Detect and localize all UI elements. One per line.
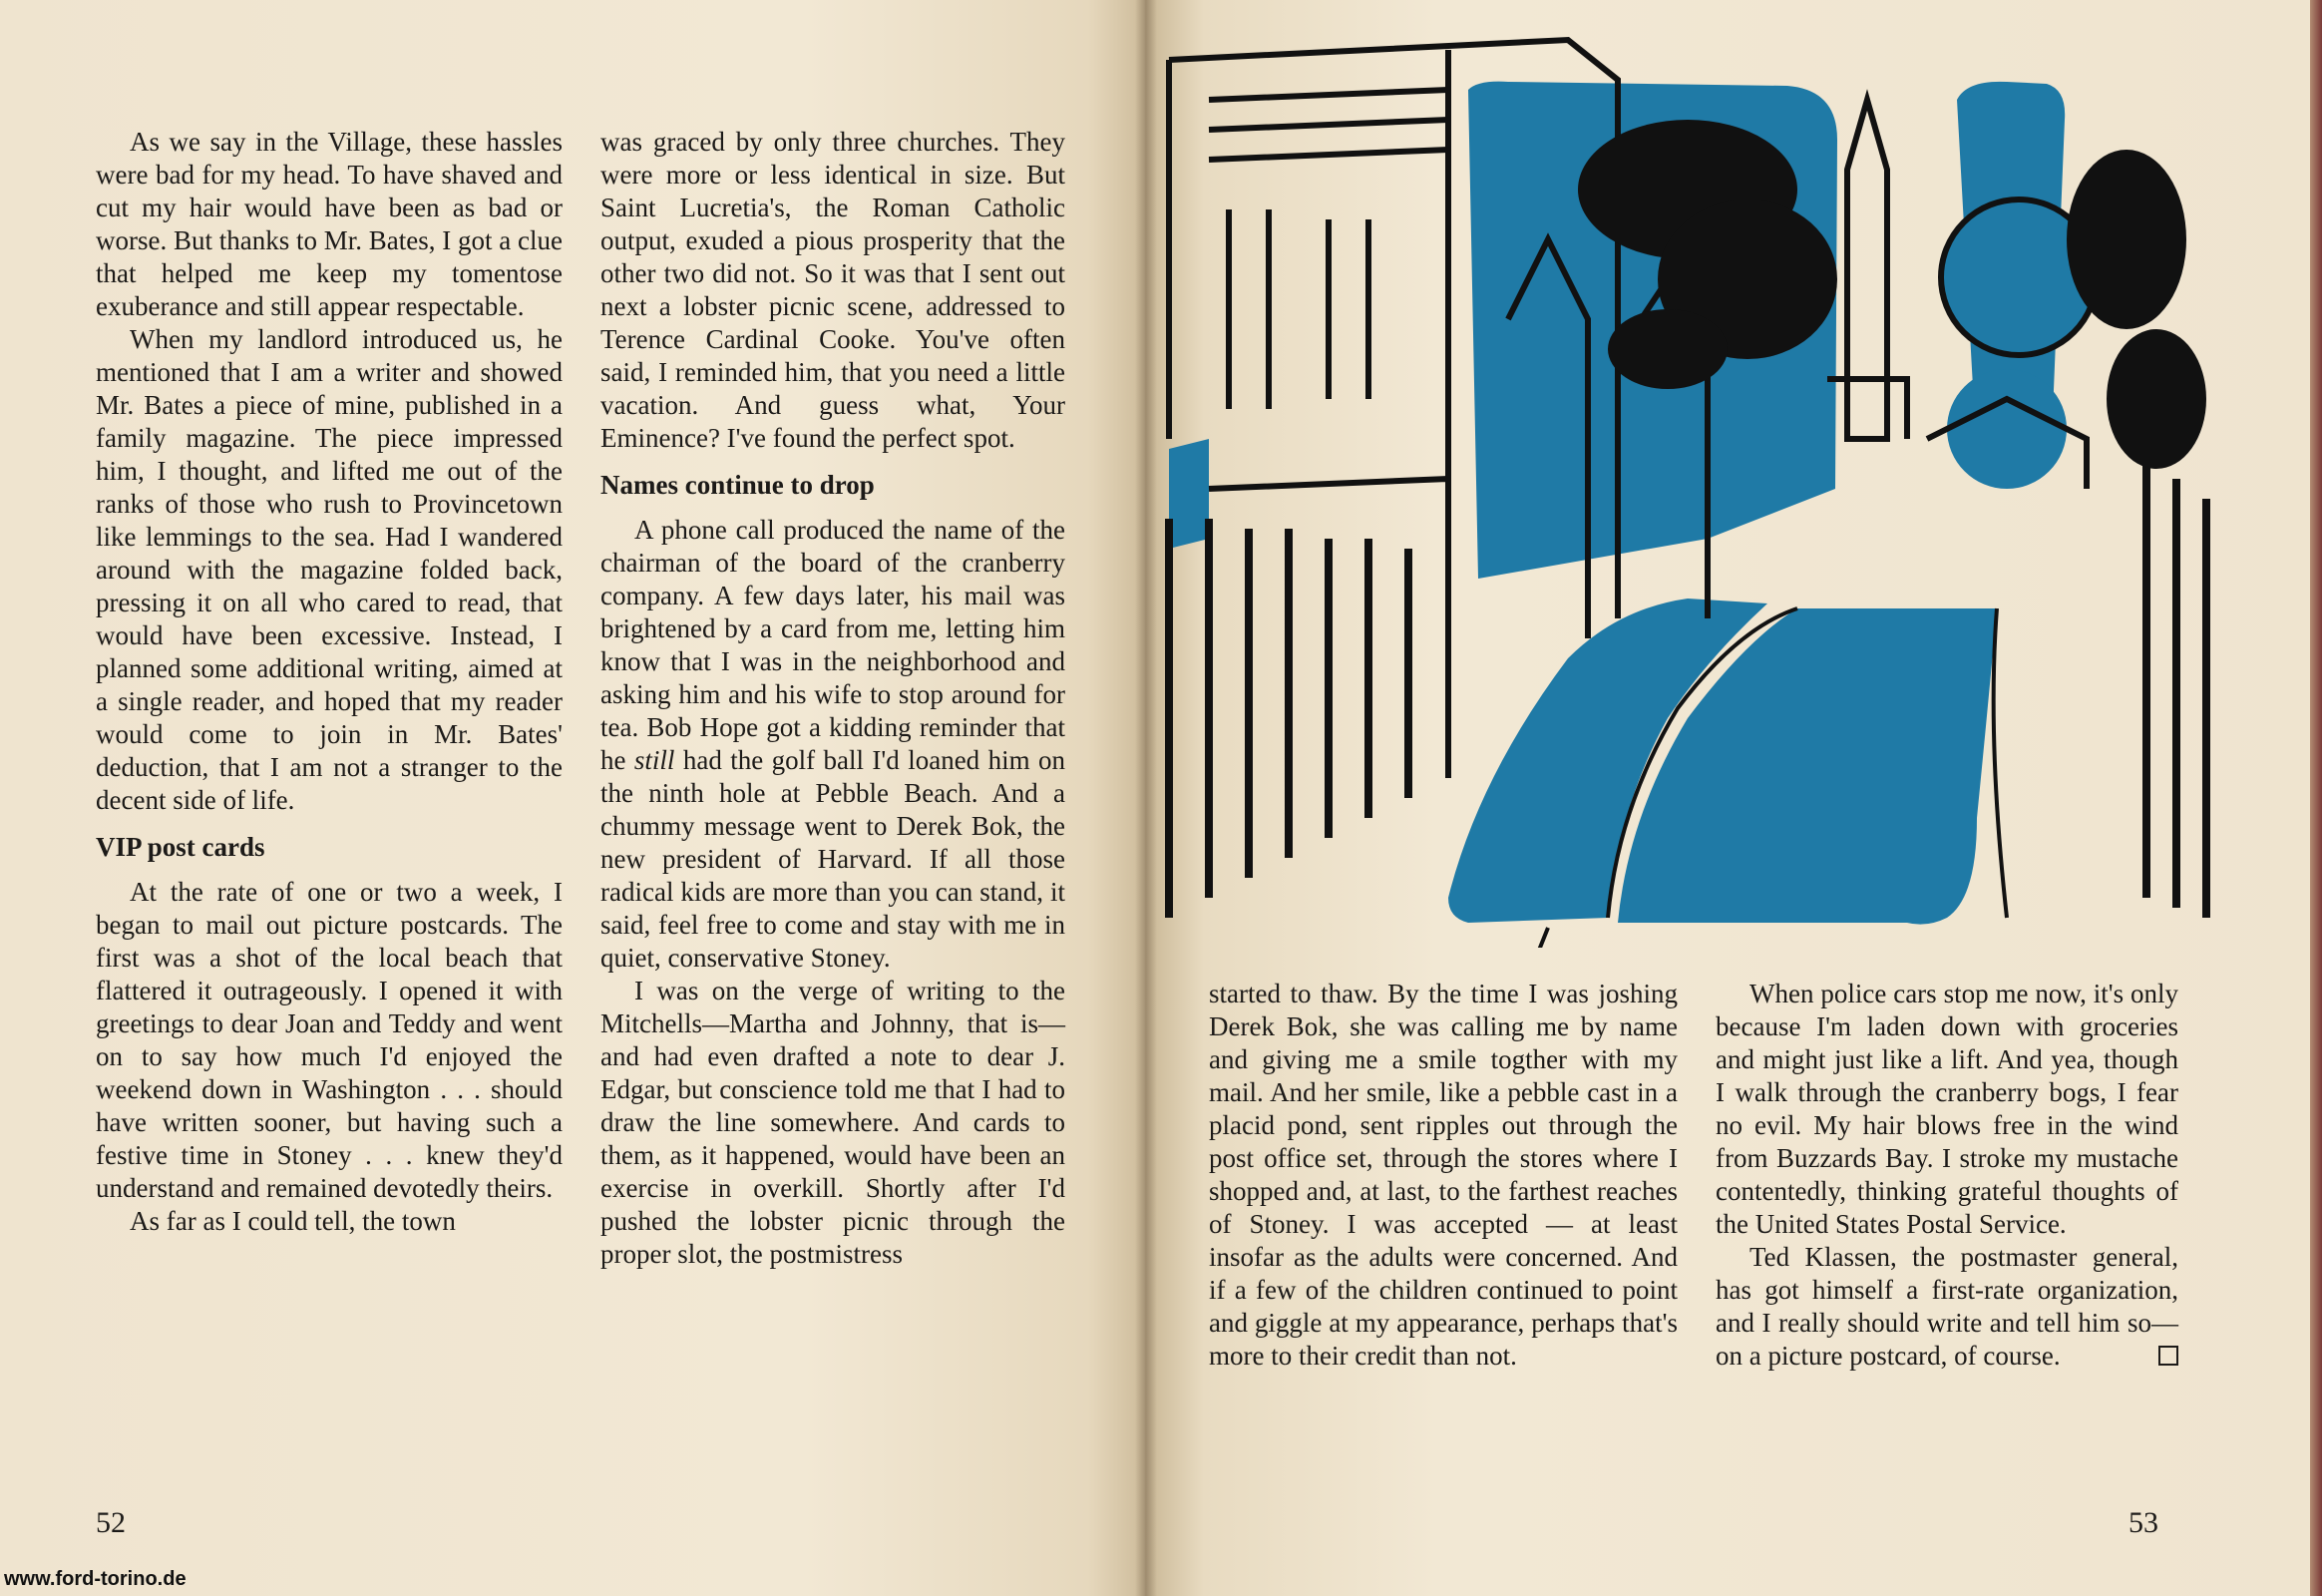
paragraph: When my landlord introduced us, he mentioned that I am a writer and showed Mr. Bates a piece of mine, published in a family magazine. The piece impressed him, I thought, and lifted me out of the ranks of those who rush to Provincetown like lemmings to the sea. Had I wandered around with the magazine folded back, pressing it on all who cared to read, that would have been excessive. Instead, I planned some additional writing, aimed at a single reader, and hoped that my reader would come to join in Mr. Bates' deduction, that I am not a stranger to the decent side of life. [96, 324, 563, 815]
end-mark-icon [2158, 1346, 2178, 1366]
text-run: had the golf ball I'd loaned him on the ninth hole at Pebble Beach. And a chummy message went to Derek Bok, the new president of Harvard. If all those radical kids are more than you can stand, it said, feel free to come and stay with me in quiet, conservative Stoney. [600, 745, 1066, 973]
paragraph-final [1716, 1241, 2178, 1373]
watermark: www.ford-torino.de [4, 1568, 187, 1590]
street-scene-illustration [1149, 20, 2246, 948]
blue-circle [1947, 369, 2067, 489]
paragraph: As far as I could tell, the town [130, 1206, 456, 1236]
paragraph: I was on the verge of writing to the Mitchells—Martha and Johnny, that is—and had even drafted a note to dear J. Edgar, but conscience told me that I had to draw the line somewhere. And cards to them, as it happened, would have been an exercise in overkill. Shortly after I'd pushed the lobster picnic through the proper slot, the postmistress [600, 976, 1065, 1269]
text-column-1 [96, 126, 563, 1238]
text-column-3 [1209, 978, 1678, 1373]
section-heading-names: Names continue to drop [600, 470, 875, 500]
text-column-4 [1716, 978, 2178, 1373]
section-heading-vip: VIP post cards [96, 832, 265, 862]
paragraph: At the rate of one or two a week, I began to mail out picture postcards. The first was a shot of the local beach that flattered it outrageously. I opened it with greetings to dear Joan and Teddy and went on to say how much I'd enjoyed the weekend down in Washington . . . should have written sooner, but having such a festive time in Stoney . . . knew they'd understand and remained devotedly theirs. [96, 877, 563, 1203]
page-number-right: 53 [2128, 1506, 2158, 1539]
blue-left-patch [1169, 439, 1209, 549]
paragraph: When police cars stop me now, it's only because I'm laden down with groceries and might just like a lift. And yea, though I walk through the cranberry bogs, I fear no evil. My hair blows free in the wind from Buzzards Bay. I stroke my mustache contentedly, thinking grateful thoughts of the United States Postal Service. [1716, 979, 2178, 1239]
paragraph: was graced by only three churches. They were more or less identical in size. But Saint Lucretia's, the Roman Catholic output, exuded a pious prosperity that the other two did not. So it was that I sent out next a lobster picnic scene, addressed to Terence Cardinal Cooke. You've often said, I reminded him, that you need a little vacation. And guess what, Your Eminence? I've found the perfect spot. [600, 127, 1065, 453]
paragraph-bob-hope [600, 514, 1065, 975]
text-column-2 [600, 126, 1065, 1271]
text-run: Ted Klassen, the postmaster general, has got himself a first-rate organization, and I really should write and tell him so—on a picture postcard, of course. [1716, 1242, 2178, 1371]
paragraph: started to thaw. By the time I was joshing Derek Bok, she was calling me by name and giving me a smile togther with my mail. And her smile, like a pebble cast in a placid pond, sent ripples out through the post office set, through the stores where I shopped and, at last, to the farthest reaches of Stoney. I was accepted — at least insofar as the adults were concerned. And if a few of the children continued to point and giggle at my appearance, perhaps that's more to their credit than not. [1209, 979, 1678, 1371]
paragraph: As we say in the Village, these hassles were bad for my head. To have shaved and cut my hair would have been as bad or worse. But thanks to Mr. Bates, I got a clue that helped me keep my tomentose exuberance and still appear respectable. [96, 127, 563, 321]
italic-emphasis: still [633, 745, 675, 775]
page-number-left: 52 [96, 1506, 126, 1539]
text-run: A phone call produced the name of the chairman of the board of the cranberry company. A few days later, his mail was brightened by a card from me, letting him know that I was in the neighborhood and asking him and his wife to stop around for tea. Bob Hope got a kidding reminder that he [600, 515, 1065, 775]
book-edge [2310, 0, 2322, 1596]
